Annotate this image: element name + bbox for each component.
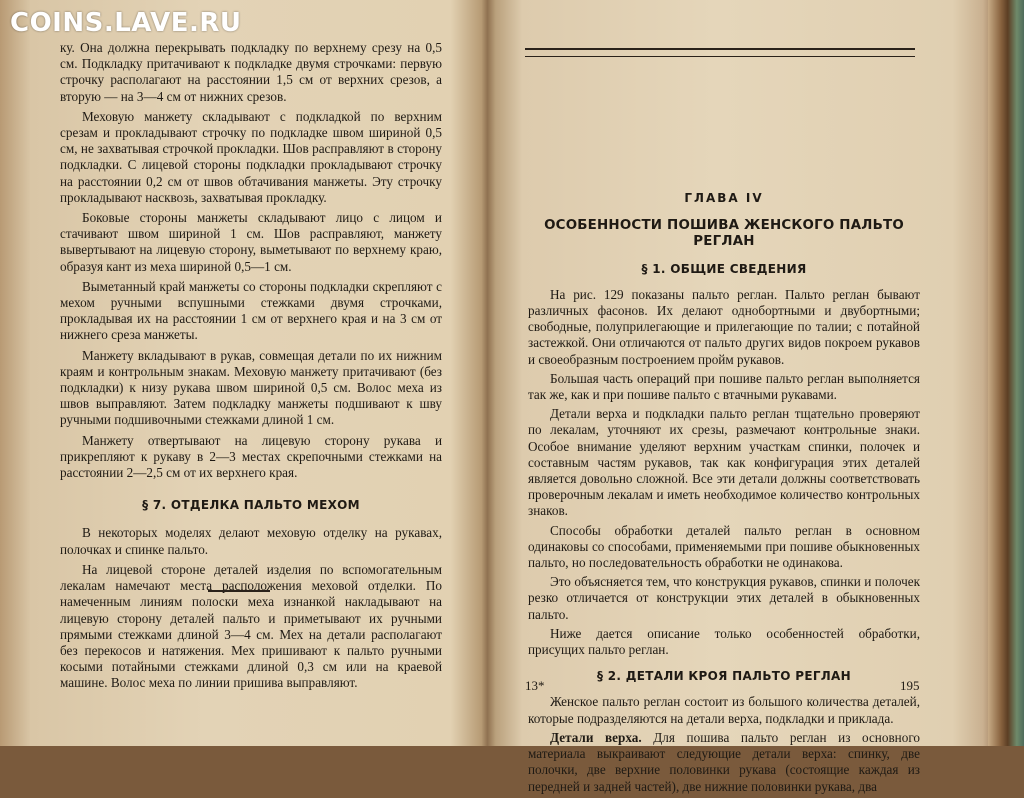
header-rule [525,48,915,57]
paragraph: Способы обработки деталей пальто реглан в основном одинаковы со способами, применяемыми при пошиве обыкновенных пальто, но последовательность обработки не одинакова. [528,522,920,571]
paragraph: Ниже дается описание только особенностей обработки, присущих пальто реглан. [528,625,920,658]
paragraph: Манжету вкладывают в рукав, совмещая детали по их нижним краям и контрольным знакам. Меховую манжету притачивают (без подкладки) к низу рукава швом шириной 0,5 см. Волос меха из швов выправляют. Затем подкладку манжеты подшивают к шву ручными подшивочными стежками длиной 1 см. [60,347,442,428]
left-page [60,40,442,696]
paragraph: Выметанный край манжеты со стороны подкладки скрепляют с мехом ручными вспушными стежками двумя строчками, прокладывая их на расстоянии 1 см от верхнего края и на 3 см от нижнего среза манжеты. [60,278,442,343]
site-watermark: COINS.LAVE.RU [10,8,242,38]
paragraph: Большая часть операций при пошиве пальто реглан выполняется так же, как и при пошиве пальто с втачными рукавами. [528,370,920,403]
section-heading: § 1. ОБЩИЕ СВЕДЕНИЯ [641,261,807,276]
section-heading: § 7. ОТДЕЛКА ПАЛЬТО МЕХОМ [142,498,360,513]
chapter-title: ОСОБЕННОСТИ ПОШИВА ЖЕНСКОГО ПАЛЬТО РЕГЛАН [544,218,904,250]
paragraph: В некоторых моделях делают меховую отделку на рукавах, полочках и спинке пальто. [60,525,442,557]
book-cover-edge [988,0,1024,746]
paragraph: Детали верха и подкладки пальто реглан тщательно проверяют по лекалам, уточняют их срезы, размечают контрольные знаки. Особое внимание уделяют верхним участкам спинки, полочек и составным частям рукавов, так как конфигурация этих деталей является довольно сложной. Все эти детали должны соответствовать проверочным лекалам и иметь необходимое количество контрольных знаков. [528,406,920,519]
paragraph: Меховую манжету складывают с подкладкой по верхним срезам и прокладывают строчку по подкладке швом шириной 0,5 см, не захватывая строчкой прокладки. Шов расправляют в сторону подкладки. С лицевой стороны подкладки прокладывают строчку на расстоянии 0,2 см от швов обтачивания манжеты. Эту строчку прокладывают насквозь, захватывая прокладку. [60,108,442,205]
signature-mark: 13* [525,678,545,693]
page-number: 195 [900,678,920,693]
paragraph [528,730,920,795]
paragraph-text: Для пошива пальто реглан из основного материала выкраивают следующие детали верха: спинку, две полочки, две верхние половинки рукава (состоящие каждая из передней и задней частей), две нижние половинки рукава, два [528,729,921,794]
end-rule [208,590,270,592]
paragraph: Манжету отвертывают на лицевую сторону рукава и прикрепляют к рукаву в 2—3 местах скрепочными стежками на расстоянии 2—2,5 см от их верхнего края. [60,432,442,481]
paragraph: Это объясняется тем, что конструкция рукавов, спинки и полочек резко отличается от конструкции этих деталей в обыкновенных пальто. [528,574,920,622]
paragraph: Боковые стороны манжеты складывают лицо с лицом и стачивают швом шириной 1 см. Шов расправляют, манжету вывертывают на лицевую сторону, выметывают по верхнему краю, образуя кант из меха шириной 0,5—1 см. [60,210,442,274]
section-heading: § 2. ДЕТАЛИ КРОЯ ПАЛЬТО РЕГЛАН [597,669,851,684]
chapter-label: ГЛАВА IV [684,191,764,205]
paragraph: Женское пальто реглан состоит из большого количества деталей, которые подразделяются на детали верха, подкладки и приклада. [528,694,920,726]
right-page [528,190,920,798]
paragraph: ку. Она должна перекрывать подкладку по верхнему срезу на 0,5 см. Подкладку притачивают к подкладке двумя строчками: первую строчку располагают на расстоянии 1,5 см от верхних срезов, а вторую — на 3—4 см от нижних срезов. [60,40,442,104]
paragraph: На рис. 129 показаны пальто реглан. Пальто реглан бывают различных фасонов. Их делают однобортными и двубортными; свободные, полуприлегающие и прилегающие по талии; с потайной застежкой. Они отличаются от пальто других видов покроем рукавов и своеобразным построением пройм рукавов. [528,286,920,367]
paragraph-lead: Детали верха. [550,729,642,745]
paragraph: На лицевой стороне деталей изделия по вспомогательным лекалам намечают места расположения меховой отделки. По намеченным линиям полоски меха изнанкой накладывают на лицевую сторону деталей пальто и приметывают их ручными прямыми стежками длиной 3—4 см. Мех на детали располагают без перекосов и натяжения. Мех пришивают к пальто ручными косыми потайными стежками длиной 0,3 см или на краевой машине. Волос меха по линии пришива выправляют. [60,561,442,691]
